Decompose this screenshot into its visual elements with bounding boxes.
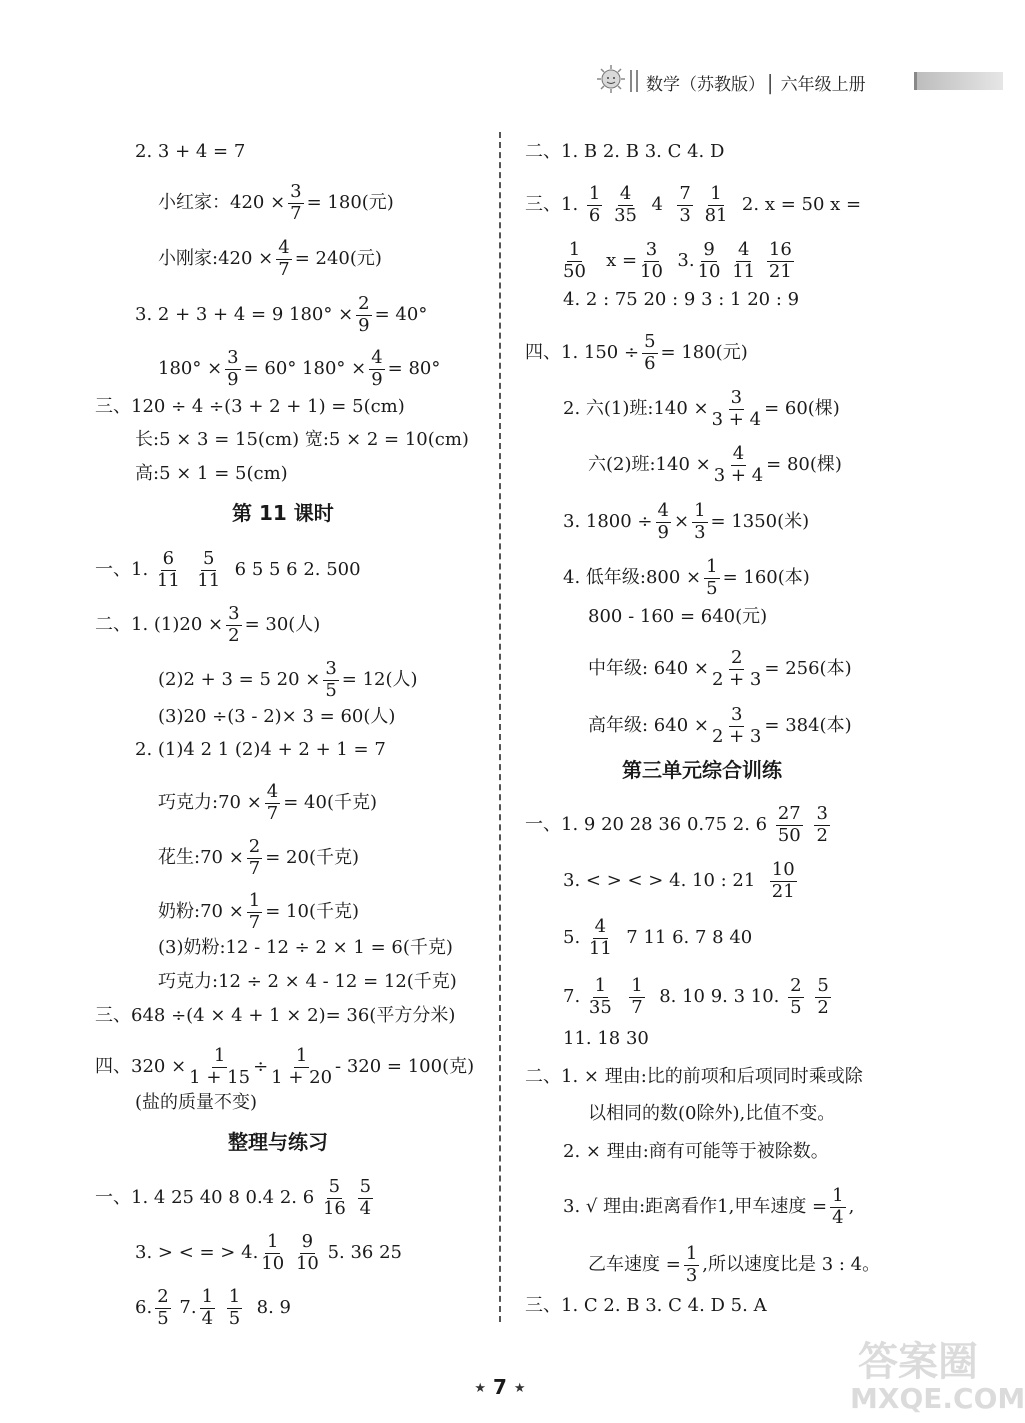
fraction: $\frac{4}{7}$	[278, 237, 290, 280]
fraction: $\frac{4}{9}$	[371, 347, 383, 390]
fraction: $\frac{1}{4}$	[832, 1185, 844, 1228]
page-header	[590, 62, 1000, 102]
answer-line: (盐的质量不变)	[135, 1092, 258, 1113]
header-gradient-bar	[914, 72, 1003, 90]
answer-line: 3. 2 + 3 + 4 = 9 180° × $\frac{2}{9}$ = 40°	[135, 293, 428, 336]
answer-line: 6. $\frac{2}{5}$ 7. $\frac{1}{4}$ $\frac{1}{5}$ 8. 9	[135, 1286, 292, 1329]
fraction: $\frac{2}{5}$	[790, 975, 802, 1018]
answer-line: 一、1. 4 25 40 8 0.4 2. 6 $\frac{5}{16}$ $\frac{5}{4}$	[95, 1176, 372, 1219]
answer-line: 中年级: 640 × $\frac{2}{2 + 3}$ = 256(本)	[588, 647, 852, 690]
fraction: $\frac{1}{4}$	[201, 1286, 214, 1329]
answer-line: 3. 1800 ÷ $\frac{4}{9}$ × $\frac{1}{3}$ = 1350(米)	[563, 500, 810, 543]
fraction: $\frac{3}{9}$	[227, 347, 239, 390]
answer-line: 2. 3 + 4 = 7	[135, 141, 246, 162]
section-heading: 第 11 课时	[232, 501, 334, 525]
column-divider	[499, 132, 501, 1322]
fraction: $\frac{5}{2}$	[817, 975, 829, 1018]
answer-line: 长:5 × 3 = 15(cm) 宽:5 × 2 = 10(cm)	[135, 429, 469, 450]
fraction: $\frac{2}{2 + 3}$	[711, 647, 762, 690]
fraction: $\frac{3}{2 + 3}$	[711, 704, 762, 747]
fraction: $\frac{1}{7}$	[248, 890, 261, 933]
fraction: $\frac{27}{50}$	[777, 803, 801, 846]
section-heading: 整理与练习	[228, 1130, 328, 1154]
answer-line: 巧克力:12 ÷ 2 × 4 - 12 = 12(千克)	[158, 971, 457, 992]
fraction: $\frac{4}{3 + 4}$	[713, 443, 764, 486]
answer-line: 3. > < = > 4. $\frac{1}{10}$ $\frac{9}{10}$ 5. 36 25	[135, 1231, 403, 1274]
fraction: $\frac{1}{50}$	[563, 239, 586, 282]
fraction: $\frac{2}{5}$	[157, 1286, 169, 1329]
watermark-logo: 答案圈 MXQE.COM	[850, 1339, 1025, 1415]
answer-line: 7. $\frac{1}{35}$ $\frac{1}{7}$ 8. 10 9. 3 10. $\frac{2}{5}$ $\frac{5}{2}$	[563, 975, 829, 1018]
answer-line: 小红家：420 × $\frac{3}{7}$ = 180(元)	[158, 181, 394, 224]
fraction: $\frac{1}{10}$	[261, 1231, 285, 1274]
fraction: $\frac{4}{11}$	[588, 916, 612, 959]
fraction: $\frac{4}{7}$	[266, 781, 279, 824]
fraction: $\frac{1}{3}$	[694, 500, 706, 543]
answer-line: 11. 18 30	[563, 1028, 649, 1049]
fraction: $\frac{16}{21}$	[768, 239, 792, 282]
fraction: $\frac{7}{3}$	[679, 183, 691, 226]
fraction: $\frac{5}{16}$	[322, 1176, 346, 1219]
answer-line: 180° × $\frac{3}{9}$ = 60° 180° × $\frac{4}{9}$ = 80°	[158, 347, 441, 390]
fraction: $\frac{2}{7}$	[248, 836, 261, 879]
answer-line: 巧克力:70 × $\frac{4}{7}$ = 40(千克)	[158, 781, 377, 824]
answer-line: 六(2)班:140 × $\frac{4}{3 + 4}$ = 80(棵)	[588, 443, 842, 486]
fraction: $\frac{9}{10}$	[697, 239, 721, 282]
star-icon: ★	[474, 1381, 487, 1396]
page-number: 7	[493, 1375, 507, 1399]
answer-line: 乙车速度 = $\frac{1}{3}$ ,所以速度比是 3 : 4。	[588, 1243, 881, 1286]
fraction: $\frac{10}{21}$	[771, 859, 795, 902]
answer-line: 4. 2 : 75 20 : 9 3 : 1 20 : 9	[563, 289, 800, 310]
answer-line: 三、648 ÷(4 × 4 + 1 × 2)= 36(平方分米)	[95, 1005, 456, 1026]
fraction: $\frac{5}{6}$	[644, 331, 656, 374]
answer-line: 高年级: 640 × $\frac{3}{2 + 3}$ = 384(本)	[588, 704, 852, 747]
answer-line: $\frac{1}{50}$ x = $\frac{3}{10}$ 3. $\frac{9}{10}$ $\frac{4}{11}$ $\frac{16}{21}$	[563, 239, 792, 282]
fraction: $\frac{5}{11}$	[197, 548, 221, 591]
answer-line: (3)20 ÷(3 - 2)× 3 = 60(人)	[158, 706, 396, 727]
sun-mascot-icon	[596, 64, 626, 94]
fraction: $\frac{3}{10}$	[640, 239, 663, 282]
answer-line: (3)奶粉:12 - 12 ÷ 2 × 1 = 6(千克)	[158, 937, 453, 958]
answer-line: 四、320 × $\frac{1}{1 + 15}$ ÷ $\frac{1}{1 + 20}$ - 320 = 100(克)	[95, 1045, 475, 1088]
answer-line: 800 - 160 = 640(元)	[588, 606, 768, 627]
answer-line: 二、1. B 2. B 3. C 4. D	[525, 141, 725, 162]
answer-line: 2. (1)4 2 1 (2)4 + 2 + 1 = 7	[135, 739, 386, 760]
answer-line: 5. $\frac{4}{11}$ 7 11 6. 7 8 40	[563, 916, 753, 959]
fraction: $\frac{9}{10}$	[295, 1231, 319, 1274]
section-heading: 第三单元综合训练	[622, 758, 782, 782]
answer-line: 三、1. C 2. B 3. C 4. D 5. A	[525, 1295, 767, 1316]
header-bars	[630, 70, 638, 92]
fraction: $\frac{3}{7}$	[290, 181, 302, 224]
fraction: $\frac{3}{3 + 4}$	[711, 387, 762, 430]
answer-line: 3. √ 理由:距离看作1,甲车速度 = $\frac{1}{4}$ ,	[563, 1185, 855, 1228]
fraction: $\frac{6}{11}$	[156, 548, 180, 591]
answer-line: 2. 六(1)班:140 × $\frac{3}{3 + 4}$ = 60(棵)	[563, 387, 840, 430]
answer-line: 四、1. 150 ÷ $\frac{5}{6}$ = 180(元)	[525, 331, 748, 374]
fraction: $\frac{4}{9}$	[657, 500, 669, 543]
answer-line: 一、1. $\frac{6}{11}$ $\frac{5}{11}$ 6 5 5 6 2. 500	[95, 548, 361, 591]
answer-line: 2. × 理由:商有可能等于被除数。	[563, 1141, 829, 1162]
star-icon: ★	[513, 1381, 526, 1396]
fraction: $\frac{1}{1 + 15}$	[189, 1045, 251, 1088]
fraction: $\frac{1}{5}$	[706, 556, 718, 599]
fraction: $\frac{3}{5}$	[325, 658, 337, 701]
fraction: $\frac{1}{1 + 20}$	[271, 1045, 333, 1088]
fraction: $\frac{3}{2}$	[228, 603, 240, 646]
answer-line: 二、1. × 理由:比的前项和后项同时乘或除	[525, 1066, 863, 1087]
answer-line: 一、1. 9 20 28 36 0.75 2. 6 $\frac{27}{50}$ $\frac{3}{2}$	[525, 803, 828, 846]
fraction: $\frac{2}{9}$	[358, 293, 370, 336]
fraction: $\frac{3}{2}$	[816, 803, 828, 846]
header-title: 数学（苏教版）│ 六年级上册	[646, 75, 866, 95]
answer-line: 以相同的数(0除外),比值不变。	[588, 1103, 836, 1124]
fraction: $\frac{1}{81}$	[704, 183, 728, 226]
answer-line: 花生:70 × $\frac{2}{7}$ = 20(千克)	[158, 836, 359, 879]
fraction: $\frac{5}{4}$	[359, 1176, 372, 1219]
fraction: $\frac{1}{5}$	[228, 1286, 241, 1329]
fraction: $\frac{4}{35}$	[614, 183, 638, 226]
answer-line: 高:5 × 1 = 5(cm)	[135, 463, 288, 484]
fraction: $\frac{1}{35}$	[588, 975, 612, 1018]
fraction: $\frac{1}{7}$	[631, 975, 643, 1018]
fraction: $\frac{4}{11}$	[732, 239, 756, 282]
answer-line: 奶粉:70 × $\frac{1}{7}$ = 10(千克)	[158, 890, 359, 933]
answer-line: 3. < > < > 4. 10 : 21 $\frac{10}{21}$	[563, 859, 795, 902]
answer-line: (2)2 + 3 = 5 20 × $\frac{3}{5}$ = 12(人)	[158, 658, 418, 701]
fraction: $\frac{1}{6}$	[588, 183, 601, 226]
answer-line: 三、1. $\frac{1}{6}$ $\frac{4}{35}$ 4 $\frac{7}{3}$ $\frac{1}{81}$ 2. x = 50 x =	[525, 183, 862, 226]
fraction: $\frac{1}{3}$	[685, 1243, 698, 1286]
answer-line: 二、1. (1)20 × $\frac{3}{2}$ = 30(人)	[95, 603, 321, 646]
answer-line: 4. 低年级:800 × $\frac{1}{5}$ = 160(本)	[563, 556, 810, 599]
answer-line: 小刚家:420 × $\frac{4}{7}$ = 240(元)	[158, 237, 382, 280]
answer-line: 三、120 ÷ 4 ÷(3 + 2 + 1) = 5(cm)	[95, 396, 405, 417]
